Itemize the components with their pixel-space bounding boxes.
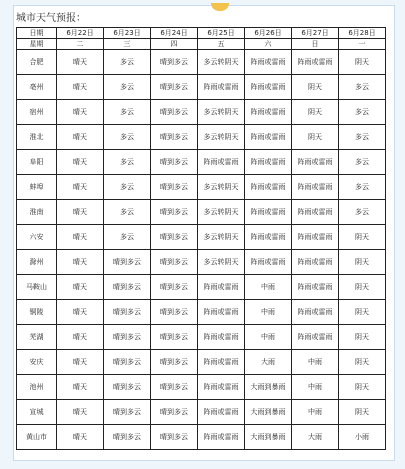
forecast-cell: 晴到多云 [151,225,198,250]
forecast-cell: 多云转阴天 [198,100,245,125]
forecast-cell: 阴天 [292,125,339,150]
forecast-cell: 晴到多云 [151,325,198,350]
forecast-cell: 阵雨或雷雨 [198,375,245,400]
header-cell: 6月28日 [339,28,386,39]
weather-table [16,27,386,450]
city-cell: 铜陵 [17,300,57,325]
forecast-cell: 多云转阴天 [198,225,245,250]
forecast-cell: 中雨 [292,350,339,375]
table-row [17,50,386,75]
forecast-cell: 阵雨或雷雨 [198,150,245,175]
forecast-cell: 晴天 [57,225,104,250]
forecast-cell: 阴天 [339,225,386,250]
table-row [17,150,386,175]
header-row [17,28,386,39]
forecast-cell: 大雨到暴雨 [245,425,292,450]
city-cell: 宣城 [17,400,57,425]
city-cell: 蚌埠 [17,175,57,200]
header-cell: 6月26日 [245,28,292,39]
forecast-cell: 多云 [339,75,386,100]
city-cell: 马鞍山 [17,275,57,300]
table-row [17,125,386,150]
city-cell: 黄山市 [17,425,57,450]
forecast-cell: 阵雨或雷雨 [198,275,245,300]
forecast-cell: 多云转阴天 [198,175,245,200]
forecast-cell: 晴到多云 [104,425,151,450]
table-row [17,75,386,100]
page-title: 城市天气预报： [16,13,86,24]
weekday-cell: 三 [104,39,151,50]
forecast-cell: 晴到多云 [151,100,198,125]
forecast-cell: 小雨 [339,425,386,450]
table-row [17,300,386,325]
forecast-cell: 多云 [104,100,151,125]
city-cell: 淮北 [17,125,57,150]
forecast-cell: 阵雨或雷雨 [245,200,292,225]
forecast-cell: 阴天 [339,350,386,375]
weekday-cell: 一 [339,39,386,50]
forecast-cell: 阴天 [339,275,386,300]
forecast-cell: 晴到多云 [151,275,198,300]
city-cell: 宿州 [17,100,57,125]
forecast-cell: 阵雨或雷雨 [292,250,339,275]
weekday-cell: 四 [151,39,198,50]
forecast-cell: 多云 [339,150,386,175]
forecast-cell: 阵雨或雷雨 [198,325,245,350]
header-cell: 6月22日 [57,28,104,39]
forecast-cell: 多云 [339,100,386,125]
city-cell: 合肥 [17,50,57,75]
forecast-cell: 晴天 [57,425,104,450]
forecast-cell: 晴天 [57,275,104,300]
city-cell: 淮南 [17,200,57,225]
table-row [17,325,386,350]
forecast-cell: 阴天 [339,250,386,275]
forecast-cell: 晴到多云 [151,250,198,275]
forecast-cell: 晴到多云 [151,75,198,100]
forecast-cell: 阵雨或雷雨 [292,150,339,175]
forecast-cell: 阵雨或雷雨 [245,75,292,100]
table-row [17,175,386,200]
forecast-cell: 晴天 [57,100,104,125]
forecast-cell: 多云转阴天 [198,50,245,75]
forecast-cell: 晴到多云 [104,300,151,325]
table-row [17,350,386,375]
header-cell: 6月27日 [292,28,339,39]
forecast-cell: 大雨到暴雨 [245,375,292,400]
forecast-cell: 阴天 [339,375,386,400]
table-row [17,200,386,225]
forecast-cell: 阵雨或雷雨 [245,225,292,250]
forecast-cell: 中雨 [245,300,292,325]
table-row [17,275,386,300]
forecast-cell: 多云 [104,200,151,225]
city-cell: 安庆 [17,350,57,375]
forecast-cell: 大雨 [245,350,292,375]
forecast-cell: 多云转阴天 [198,125,245,150]
forecast-cell: 中雨 [245,325,292,350]
forecast-cell: 中雨 [292,375,339,400]
forecast-cell: 晴天 [57,400,104,425]
city-cell: 阜阳 [17,150,57,175]
forecast-cell: 阵雨或雷雨 [198,350,245,375]
forecast-cell: 阴天 [292,100,339,125]
forecast-cell: 晴到多云 [151,50,198,75]
forecast-cell: 阵雨或雷雨 [198,75,245,100]
weekday-cell: 五 [198,39,245,50]
header-cell: 6月23日 [104,28,151,39]
forecast-cell: 阴天 [339,400,386,425]
forecast-cell: 晴到多云 [151,175,198,200]
forecast-cell: 阴天 [292,75,339,100]
forecast-cell: 晴天 [57,200,104,225]
forecast-cell: 晴天 [57,175,104,200]
forecast-cell: 阵雨或雷雨 [245,175,292,200]
weekday-cell: 二 [57,39,104,50]
weekday-cell: 日 [292,39,339,50]
forecast-cell: 晴到多云 [151,400,198,425]
forecast-cell: 晴天 [57,350,104,375]
forecast-cell: 晴到多云 [104,350,151,375]
forecast-cell: 晴天 [57,50,104,75]
city-cell: 六安 [17,225,57,250]
forecast-cell: 多云 [104,150,151,175]
forecast-cell: 晴天 [57,125,104,150]
forecast-cell: 中雨 [292,400,339,425]
weekday-cell: 星期 [17,39,57,50]
forecast-cell: 多云转阴天 [198,250,245,275]
forecast-cell: 阴天 [339,50,386,75]
forecast-cell: 多云 [339,200,386,225]
table-body [17,28,386,450]
forecast-cell: 晴天 [57,250,104,275]
header-cell: 6月25日 [198,28,245,39]
header-cell: 日期 [17,28,57,39]
forecast-cell: 大雨 [292,425,339,450]
forecast-cell: 多云 [104,125,151,150]
forecast-cell: 多云 [104,50,151,75]
table-row [17,100,386,125]
weekday-cell: 六 [245,39,292,50]
forecast-cell: 晴到多云 [104,250,151,275]
city-cell: 池州 [17,375,57,400]
forecast-cell: 阵雨或雷雨 [292,325,339,350]
forecast-cell: 阵雨或雷雨 [198,425,245,450]
forecast-cell: 阵雨或雷雨 [292,225,339,250]
forecast-cell: 阵雨或雷雨 [245,125,292,150]
forecast-cell: 晴天 [57,150,104,175]
forecast-cell: 阵雨或雷雨 [292,275,339,300]
forecast-cell: 晴天 [57,300,104,325]
bookmark-icon [211,3,229,11]
forecast-cell: 阵雨或雷雨 [245,150,292,175]
table-row [17,250,386,275]
forecast-cell: 晴到多云 [104,275,151,300]
weekday-row [17,39,386,50]
forecast-cell: 阴天 [339,325,386,350]
city-cell: 芜湖 [17,325,57,350]
forecast-cell: 阵雨或雷雨 [198,400,245,425]
forecast-cell: 阵雨或雷雨 [245,100,292,125]
forecast-cell: 晴到多云 [151,425,198,450]
forecast-cell: 阵雨或雷雨 [198,300,245,325]
table-row [17,425,386,450]
forecast-cell: 阴天 [339,300,386,325]
forecast-cell: 多云 [104,175,151,200]
forecast-cell: 阵雨或雷雨 [292,50,339,75]
forecast-cell: 晴到多云 [104,400,151,425]
forecast-cell: 晴天 [57,75,104,100]
forecast-cell: 阵雨或雷雨 [292,300,339,325]
forecast-cell: 大雨到暴雨 [245,400,292,425]
forecast-cell: 阵雨或雷雨 [245,250,292,275]
forecast-cell: 晴到多云 [151,200,198,225]
forecast-cell: 多云 [339,175,386,200]
forecast-cell: 晴天 [57,325,104,350]
header-cell: 6月24日 [151,28,198,39]
table-row [17,375,386,400]
forecast-cell: 晴到多云 [104,375,151,400]
table-row [17,225,386,250]
forecast-cell: 多云 [104,225,151,250]
forecast-cell: 多云 [339,125,386,150]
forecast-cell: 晴天 [57,375,104,400]
forecast-cell: 晴到多云 [151,300,198,325]
forecast-cell: 中雨 [245,275,292,300]
table-row [17,400,386,425]
forecast-cell: 多云 [104,75,151,100]
city-cell: 亳州 [17,75,57,100]
forecast-cell: 阵雨或雷雨 [292,200,339,225]
forecast-cell: 晴到多云 [151,150,198,175]
forecast-cell: 晴到多云 [104,325,151,350]
forecast-cell: 多云转阴天 [198,200,245,225]
forecast-cell: 晴到多云 [151,375,198,400]
forecast-cell: 晴到多云 [151,350,198,375]
city-cell: 滁州 [17,250,57,275]
forecast-cell: 晴到多云 [151,125,198,150]
forecast-cell: 阵雨或雷雨 [245,50,292,75]
forecast-cell: 阵雨或雷雨 [292,175,339,200]
